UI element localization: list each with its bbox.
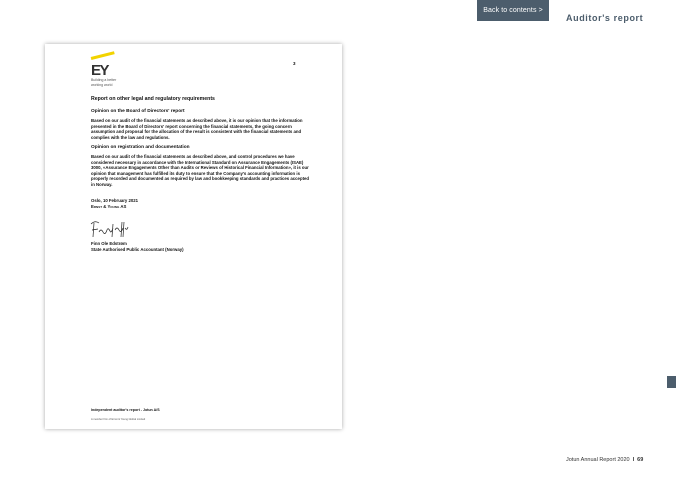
document-footer-small: A member firm of Ernst & Young Global Limited xyxy=(91,418,146,421)
document-page-number: 3 xyxy=(293,61,296,66)
ey-logo-tagline: Building a better working world xyxy=(91,78,117,87)
ey-logo-beam xyxy=(91,51,115,59)
handwritten-signature xyxy=(89,218,129,240)
date-place: Oslo, 10 February 2021 xyxy=(91,198,139,203)
section-heading-directors-report: Opinion on the Board of Directors' report xyxy=(91,109,185,114)
ey-logo xyxy=(89,54,119,90)
section-heading-registration: Opinion on registration and documentation xyxy=(91,145,190,150)
report-name: Jotun Annual Report 2020 xyxy=(566,457,630,463)
ey-logo-mark: EY xyxy=(91,62,109,79)
back-to-contents-button[interactable]: Back to contents > xyxy=(477,0,549,21)
section-body-registration: Based on our audit of the financial statements as described above, and control procedures we have considered necessary in accordance with the International Standard on Assurance Engagements (ISAE) 3000, «Assurance Engagements Other than Audits or Reviews of Historical Financial Information», it is our opinion that management has fulfilled its duty to ensure that the Company's accounting information is properly recorded and documented as required by law and bookkeeping standards and practices accepted in Norway. xyxy=(91,154,310,187)
side-tab-marker xyxy=(667,376,676,388)
footer-separator: I xyxy=(632,457,635,463)
signer-title: State Authorised Public Accountant (Norway) xyxy=(91,247,184,252)
section-body-directors-report: Based on our audit of the financial statements as described above, it is our opinion that the information presented in the Board of Directors' report concerning the financial statements, the going concern assumption and proposal for the allocation of the result is consistent with the financial statements and complies with the law and regulations. xyxy=(91,118,303,140)
report-heading: Report on other legal and regulatory requirements xyxy=(91,96,215,102)
auditor-report-page xyxy=(45,44,342,429)
report-footer xyxy=(566,457,643,463)
report-page-number: 69 xyxy=(637,457,644,463)
signer-name: Finn Ole Edstrøm xyxy=(91,241,127,246)
section-title: Auditor's report xyxy=(566,13,644,23)
document-footer: Independent auditor's report - Jotun A/S xyxy=(91,408,160,412)
audit-firm: Ernst & Young AS xyxy=(91,204,127,209)
